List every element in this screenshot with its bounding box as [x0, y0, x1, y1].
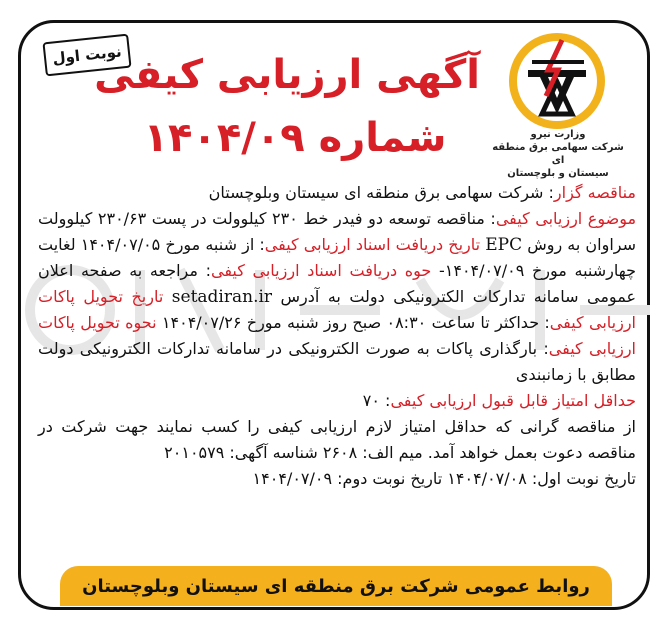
invite-paragraph: از مناقصه گرانی که حداقل امتیاز لازم ارزیابی کیفی را کسب نمایند جهت شرکت در مناقصه دعوت بعمل خواهد آمد. میم الف: ۲۶۰۸ شناسه آگهی: ۲۰۱۰۵۷۹ — [38, 417, 636, 462]
footer-banner: روابط عمومی شرکت برق منطقه ای سیستان وبلوچستان — [60, 566, 612, 606]
logo-caption-line: وزارت نیرو — [530, 129, 586, 140]
min-score-value: : ۷۰ — [362, 391, 391, 410]
receipt-date-value: : از شنبه مورخ ۱۴۰۴/۰۷/۰۵ لغایت چهارشنبه مورخ ۱۴۰۴/۰۷/۰۹- — [38, 235, 637, 280]
notice-number: شماره ۱۴۰۴/۰۹ — [143, 115, 447, 161]
min-score-paragraph — [38, 388, 636, 414]
delivery-method-label: نحوه تحویل پاکات ارزیابی کیفی — [38, 313, 636, 358]
logo-caption-line: شرکت سهامی برق منطقه ای — [492, 142, 624, 166]
receipt-method-label: حوه دریافت اسناد ارزیابی کیفی — [210, 261, 432, 280]
organizer-value: : شرکت سهامی برق منطقه ای سیستان وبلوچستان — [208, 183, 554, 202]
details-paragraph — [38, 206, 636, 388]
delivery-date-value: : حداکثر تا ساعت ۰۸:۳۰ صبح روز شنبه مورخ ۱۴۰۴/۰۷/۲۶ — [161, 313, 550, 332]
logo-caption-line: سیستان و بلوچستان — [507, 168, 609, 179]
organizer-label: مناقصه گزار — [553, 183, 636, 202]
receipt-method-value: : مراجعه به صفحه اعلان عمومی سامانه تدارکات الکترونیکی دولت به آدرس — [38, 261, 636, 306]
round-badge: نوبت اول — [42, 34, 131, 77]
organizer-paragraph — [38, 180, 636, 206]
epc-text: EPC — [485, 235, 523, 255]
receipt-date-label: تاریخ دریافت اسناد ارزیابی کیفی — [264, 235, 481, 254]
min-score-label: حداقل امتیاز قابل قبول ارزیابی کیفی — [390, 391, 636, 410]
power-tower-lightning-icon — [502, 30, 612, 132]
subject-value: : مناقصه توسعه دو فیدر خط ۲۳۰ کیلوولت در پست ۲۳۰/۶۳ کیلوولت سراوان به روش — [38, 209, 637, 254]
delivery-date-label: تاریخ تحویل پاکات ارزیابی کیفی — [38, 287, 637, 332]
subject-label: موضوع ارزیابی کیفی — [495, 209, 637, 228]
notice-body — [38, 180, 636, 492]
website-link[interactable]: setadiran.ir — [171, 287, 273, 307]
notice-title: آگهی ارزیابی کیفی — [94, 52, 480, 98]
logo-caption — [488, 128, 628, 180]
delivery-method-value: : بارگذاری پاکات به صورت الکترونیکی در سامانه تدارکات الکترونیکی دولت مطابق با زمانبندی — [38, 339, 636, 384]
dates-paragraph: تاریخ نوبت اول: ۱۴۰۴/۰۷/۰۸ تاریخ نوبت دوم: ۱۴۰۴/۰۷/۰۹ — [252, 469, 636, 488]
